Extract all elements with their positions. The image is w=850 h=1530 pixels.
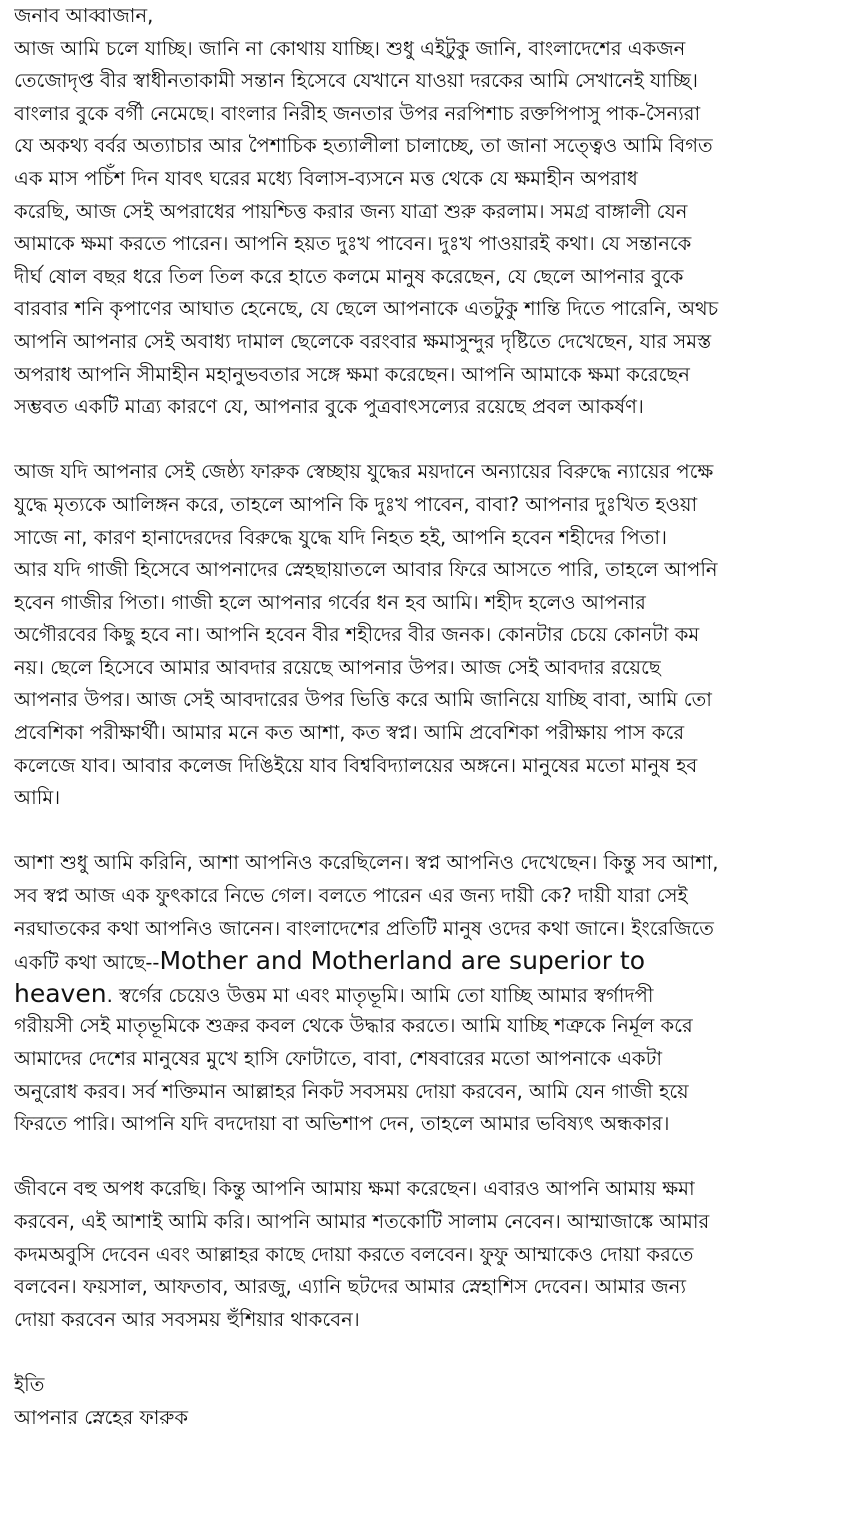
paragraph-line: দীর্ঘ ষোল বছর ধরে তিল তিল করে হাতে কলমে মানুষ করেছেন, যে ছেলে আপনার বুকে (14, 264, 684, 288)
paragraph-line: করবেন, এই আশাই আমি করি। আপনি আমার শতকোটি সালাম নেবেন। আম্মাজাঙ্কে আমার (14, 1209, 710, 1233)
paragraph-line: গরীয়সী সেই মাতৃভূমিকে শুক্রর কবল থেকে উদ্ধার করতে। আমি যাচ্ছি শত্রুকে নির্মূল করে (14, 1014, 693, 1038)
paragraph-line: ফিরতে পারি। আপনি যদি বদদোয়া বা অভিশাপ দেন, তাহলে আমার ভবিষ্যৎ অন্ধকার। (14, 1112, 670, 1136)
paragraph-line: আশা শুধু আমি করিনি, আশা আপনিও করেছিলেন। স্বপ্ন আপনিও দেখেছেন। কিন্তু সব আশা, (14, 851, 719, 875)
paragraph-line: আমাদের দেশের মানুষের মুখে হাসি ফোটাতে, বাবা, শেষবারের মতো আপনাকে একটা (14, 1047, 662, 1070)
english-quote-end: heaven (14, 978, 107, 1008)
paragraph-line: সাজে না, কারণ হানাদেরদের বিরুদ্ধে যুদ্ধে যদি নিহত হই, আপনি হবেন শহীদের পিতা। (14, 525, 667, 549)
signature: আপনার স্নেহের ফারুক (14, 1405, 188, 1429)
paragraph-line: আজ আমি চলে যাচ্ছি। জানি না কোথায় যাচ্ছি। শুধু এইটুকু জানি, বাংলাদেশের একজন (14, 36, 686, 60)
paragraph-line: অগৌরবের কিছু হবে না। আপনি হবেন বীর শহীদের বীর জনক। কোনটার চেয়ে কোনটা কম (14, 623, 700, 647)
paragraph-line: প্রবেশিকা পরীক্ষার্থী। আমার মনে কত আশা, কত স্বপ্ন। আমি প্রবেশিকা পরীক্ষায় পাস করে (14, 721, 685, 745)
paragraph-line: অনুরোধ করব। সর্ব শক্তিমান আল্লাহর নিকট সবসময় দোয়া করবেন, আমি যেন গাজী হয়ে (14, 1079, 689, 1103)
paragraph-line: সব স্বপ্ন আজ এক ফুৎকারে নিভে গেল। বলতে পারেন এর জন্য দায়ী কে? দায়ী যারা সেই (14, 884, 688, 908)
paragraph-line: আমি। (14, 786, 61, 810)
quote-prefix: একটি কথা আছে-- (14, 951, 160, 975)
quote-translation: . স্বর্গের চেয়েও উত্তম মা এবং মাতৃভূমি। আমি তো যাচ্ছি আমার স্বর্গাদপী (106, 983, 654, 1007)
paragraph-line: কলেজে যাব। আবার কলেজ দিঙিইয়ে যাব বিশ্ববিদ্যালয়ের অঙ্গনে। মানুষের মতো মানুষ হব (14, 753, 698, 777)
paragraph-line: যুদ্ধে মৃত্যকে আলিঙ্গন করে, তাহলে আপনি কি দুঃখ পাবেন, বাবা? আপনার দুঃখিত হওয়া (14, 492, 698, 516)
paragraph-line: অপরাধ আপনি সীমাহীন মহানুভবতার সঙ্গে ক্ষমা করেছেন। আপনি আমাকে ক্ষমা করেছেন (14, 362, 690, 386)
paragraph-line: দোয়া করবেন আর সবসময় হুঁশিয়ার থাকবেন। (14, 1307, 360, 1331)
paragraph-gap (14, 424, 840, 457)
paragraph-line: নরঘাতকের কথা আপনিও জানেন। বাংলাদেশের প্রতিটি মানুষ ওদের কথা জানে। ইংরেজিতে (14, 916, 714, 940)
paragraph-line: আজ যদি আপনার সেই জেষ্ঠ্য ফারুক স্বেচ্ছায় যুদ্ধের ময়দানে অন্যায়ের বিরুদ্ধে ন্যায়ের পক্ষে (14, 460, 714, 484)
paragraph-3 (14, 847, 840, 1140)
paragraph-1 (14, 33, 840, 424)
paragraph-line: সম্ভবত একটি মাত্র্য কারণে যে, আপনার বুকে পুত্রবাৎসল্যের রয়েছে প্রবল আকর্ষণ। (14, 395, 644, 419)
paragraph-4 (14, 1173, 840, 1336)
paragraph-gap (14, 815, 840, 848)
paragraph-2 (14, 456, 840, 815)
paragraph-gap (14, 1141, 840, 1174)
english-quote: Mother and Motherland are superior to (159, 946, 646, 976)
salutation: জনাব আব্বাজান, (14, 4, 154, 27)
paragraph-line: আপনার উপর। আজ সেই আবদারের উপর ভিত্তি করে আমি জানিয়ে যাচ্ছি বাবা, আমি তো (14, 688, 712, 712)
paragraph-line: আর যদি গাজী হিসেবে আপনাদের স্নেহছায়াতলে আবার ফিরে আসতে পারি, তাহলে আপনি (14, 558, 718, 582)
letter (14, 0, 840, 1434)
paragraph-gap (14, 1336, 840, 1369)
paragraph-line: যে অকথ্য বর্বর অত্যাচার আর পৈশাচিক হত্যালীলা চালাচ্ছে, তা জানা সত্ত্বেও আমি বিগত (14, 134, 713, 158)
closing: ইতি (14, 1372, 45, 1396)
paragraph-line: এক মাস পচিঁশ দিন যাবৎ ঘরের মধ্যে বিলাস-ব্যসনে মত্ত থেকে যে ক্ষমাহীন অপরাধ (14, 166, 638, 190)
paragraph-line: বাংলার বুকে বর্গী নেমেছে। বাংলার নিরীহ জনতার উপর নরপিশাচ রক্তপিপাসু পাক-সৈন্যরা (14, 101, 701, 125)
quote-line (14, 978, 840, 1011)
paragraph-line: হবেন গাজীর পিতা। গাজী হলে আপনার গর্বের ধন হব আমি। শহীদ হলেও আপনার (14, 590, 646, 614)
paragraph-line: আমাকে ক্ষমা করতে পারেন। আপনি হয়ত দুঃখ পাবেন। দুঃখ পাওয়ারই কথা। যে সন্তানকে (14, 232, 692, 256)
paragraph-line: কদমঅবুসি দেবেন এবং আল্লাহর কাছে দোয়া করতে বলবেন। ফুফু আম্মাকেও দোয়া করতে (14, 1242, 694, 1266)
paragraph-line: নয়। ছেলে হিসেবে আমার আবদার রয়েছে আপনার উপর। আজ সেই আবদার রয়েছে (14, 655, 661, 679)
paragraph-line: বারবার শনি কৃপাণের আঘাত হেনেছে, যে ছেলে আপনাকে এতটুকু শান্তি দিতে পারেনি, অথচ (14, 297, 719, 321)
paragraph-line: করেছি, আজ সেই অপরাধের পায়শ্চিত্ত করার জন্য যাত্রা শুরু করলাম। সমগ্র বাঙ্গালী যেন (14, 199, 688, 223)
paragraph-line: আপনি আপনার সেই অবাধ্য দামাল ছেলেকে বরংবার ক্ষমাসুন্দুর দৃষ্টিতে দেখেছেন, যার সমস্ত (14, 329, 712, 353)
paragraph-line: বলবেন। ফয়সাল, আফতাব, আরজু, এ্যানি ছটদের আমার স্নেহাশিস দেবেন। আমার জন্য (14, 1275, 686, 1299)
quote-line (14, 945, 840, 978)
paragraph-line: তেজোদৃপ্ত বীর স্বাধীনতাকামী সন্তান হিসেবে যেখানে যাওয়া দরকের আমি সেখানেই যাচ্ছি। (14, 69, 698, 93)
paragraph-line: জীবনে বহু অপধ করেছি। কিন্তু আপনি আমায় ক্ষমা করেছেন। এবারও আপনি আমায় ক্ষমা (14, 1177, 695, 1201)
